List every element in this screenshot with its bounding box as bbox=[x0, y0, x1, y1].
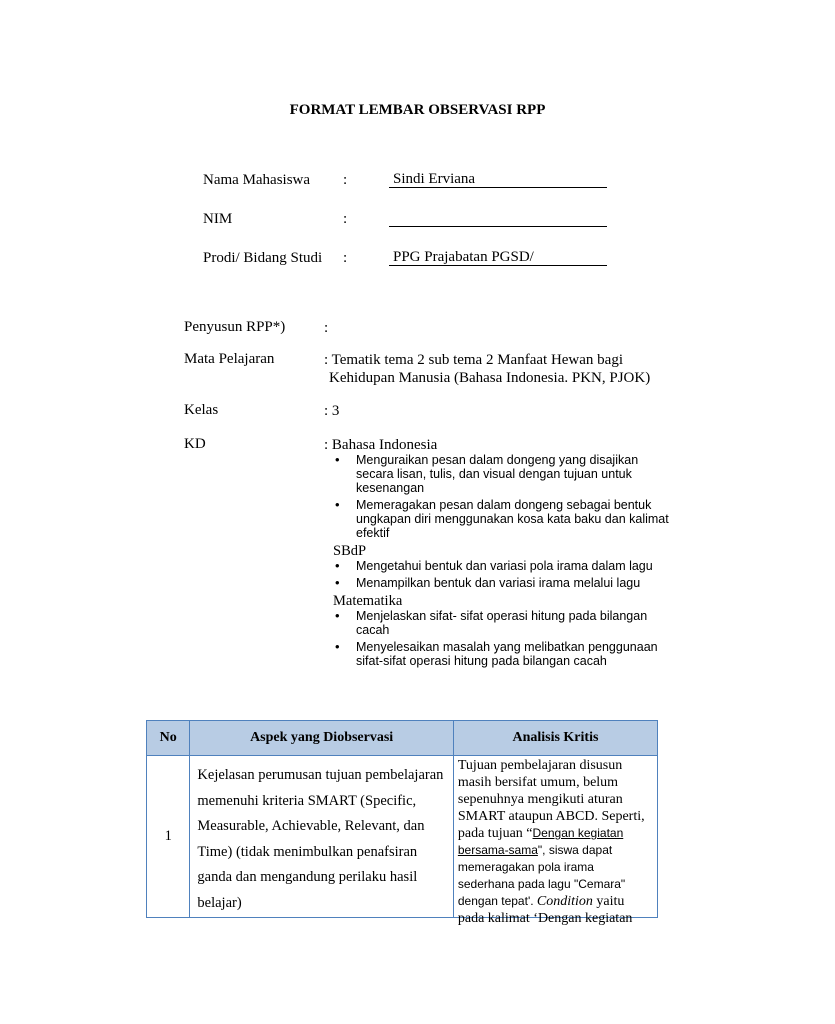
kd-label: KD bbox=[184, 436, 206, 452]
analisis-italic: Condition bbox=[536, 894, 593, 909]
prodi-colon: : bbox=[343, 250, 348, 266]
penyusun-label: Penyusun RPP*) bbox=[184, 319, 286, 335]
kd-sbdp-item: • Menampilkan bentuk dan variasi irama melalui lagu bbox=[335, 576, 675, 590]
nama-label: Nama Mahasiswa bbox=[203, 172, 311, 188]
mapel-value-line2: Kehidupan Manusia (Bahasa Indonesia. PKN, PJOK) bbox=[329, 370, 651, 386]
kelas-value: : 3 bbox=[324, 403, 340, 419]
row-analisis-cell bbox=[453, 756, 657, 926]
kelas-label: Kelas bbox=[184, 402, 219, 418]
row-aspek-text: Kejelasan perumusan tujuan pembelajaran memenuhi kriteria SMART (Specific, Measurable, Achievable, Relevant, dan Time) (tidak menimbulkan penafsiran ganda dan mengandung perilaku hasil belajar) bbox=[197, 767, 444, 911]
kd-value: : Bahasa Indonesia bbox=[324, 437, 438, 453]
table-header-row bbox=[147, 721, 658, 756]
row-no: 1 bbox=[147, 756, 190, 918]
prodi-label: Prodi/ Bidang Studi bbox=[203, 250, 323, 266]
kd-sbdp-item: • Mengetahui bentuk dan variasi pola irama dalam lagu bbox=[335, 559, 675, 573]
nim-label: NIM bbox=[203, 211, 233, 227]
kd-matematika-item: • Menyelesaikan masalah yang melibatkan penggunaan sifat-sifat operasi hitung pada bilangan cacah bbox=[335, 640, 675, 668]
kd-matematika-heading: Matematika bbox=[333, 593, 403, 609]
table-row bbox=[147, 756, 658, 918]
observation-table bbox=[146, 720, 658, 926]
mapel-value-line1: : Tematik tema 2 sub tema 2 Manfaat Hewan bagi bbox=[324, 352, 623, 368]
analisis-part-1: Tujuan pembelajaran disusun masih bersifat umum, belum sepenuhnya mengikuti aturan SMART ataupun ABCD. Seperti, pada tujuan “ bbox=[457, 758, 645, 841]
kd-list bbox=[335, 453, 675, 671]
nama-colon: : bbox=[343, 172, 348, 188]
analisis-underlined: Dengan kegiatan bersama-sama bbox=[457, 826, 624, 857]
nim-field bbox=[389, 209, 607, 227]
penyusun-value: : bbox=[324, 320, 329, 336]
prodi-field: PPG Prajabatan PGSD/ bbox=[389, 248, 607, 266]
kd-matematika-item: • Menjelaskan sifat- sifat operasi hitung pada bilangan cacah bbox=[335, 609, 675, 637]
header-aspek: Aspek yang Diobservasi bbox=[190, 721, 453, 756]
nim-colon: : bbox=[343, 211, 348, 227]
kd-bahasa-item: • Memeragakan pesan dalam dongeng sebagai bentuk ungkapan diri menggunakan kosa kata baku dan kalimat efektif bbox=[335, 498, 675, 540]
row-aspek-cell bbox=[190, 756, 453, 918]
analisis-part-2: ", siswa dapat memeragakan pola irama sederhana pada lagu "Cemara" dengan tepat'. bbox=[457, 843, 626, 908]
kd-bahasa-item: • Menguraikan pesan dalam dongeng yang disajikan secara lisan, tulis, dan visual dengan tujuan untuk kesenangan bbox=[335, 453, 675, 495]
page-title: FORMAT LEMBAR OBSERVASI RPP bbox=[289, 102, 546, 118]
row-analisis-text bbox=[455, 757, 656, 926]
kd-sbdp-heading: SBdP bbox=[333, 543, 367, 559]
header-analisis: Analisis Kritis bbox=[453, 721, 657, 756]
nama-field: Sindi Erviana bbox=[389, 170, 607, 188]
header-no: No bbox=[147, 721, 190, 756]
mapel-label: Mata Pelajaran bbox=[184, 351, 275, 367]
analisis-part-3: yaitu pada kalimat ‘Dengan kegiatan bbox=[457, 894, 633, 926]
